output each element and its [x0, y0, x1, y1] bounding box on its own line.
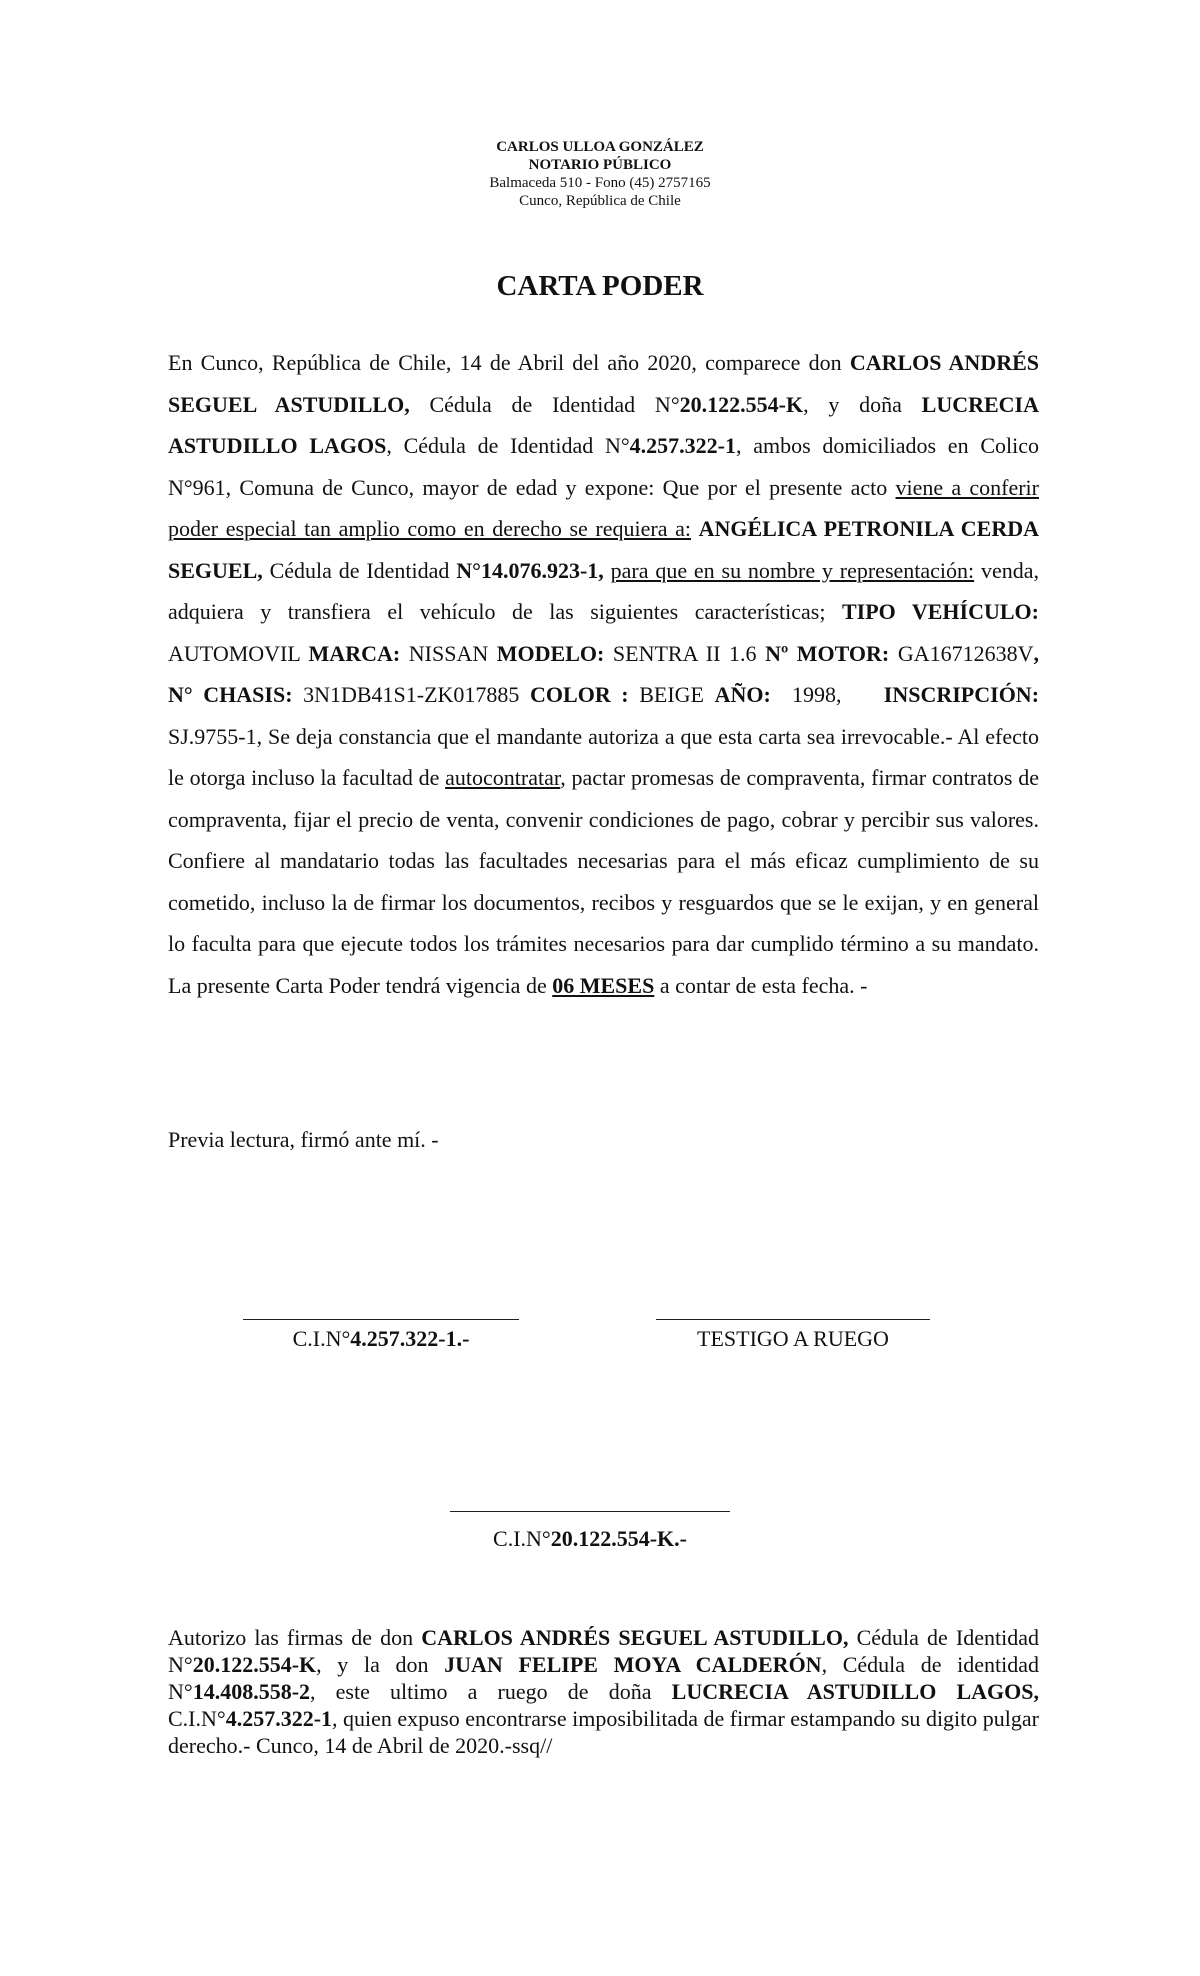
- underlined-term: autocontratar: [445, 765, 561, 790]
- signature-line-right: [656, 1319, 930, 1320]
- signer-name: LUCRECIA ASTUDILLO LAGOS,: [671, 1679, 1039, 1704]
- underlined-clause: para que en su nombre y representación:: [610, 557, 975, 583]
- co-principal-id: 4.257.322-1: [629, 433, 736, 458]
- notary-header: [0, 138, 1200, 210]
- id-prefix: C.I.N°: [493, 1526, 551, 1551]
- vehicle-chassis-value: 3N1DB41S1-ZK017885: [292, 682, 531, 707]
- vehicle-type-label: TIPO VEHÍCULO:: [841, 599, 1039, 624]
- vehicle-color-value: BEIGE: [628, 682, 715, 707]
- vehicle-chassis-label: , N° CHASIS:: [168, 640, 1039, 707]
- body-text: Cédula de Identidad: [262, 557, 457, 583]
- vehicle-year-label: AÑO:: [714, 682, 771, 707]
- signer-id: 4.257.322-1: [225, 1706, 333, 1731]
- agent-id: N°14.076.923-1,: [456, 557, 604, 583]
- underlined-clause: viene a conferir poder especial tan amplio como en derecho se requiera a:: [168, 474, 1039, 541]
- previa-lectura: Previa lectura, firmó ante mí. -: [168, 1127, 439, 1152]
- body-text: C.I.N°: [168, 1706, 226, 1731]
- body-text: , y la don: [316, 1652, 445, 1677]
- notary-address: Balmaceda 510 - Fono (45) 2757165: [489, 175, 711, 191]
- vehicle-year-value: 1998,: [770, 682, 884, 707]
- vehicle-engine-label: Nº MOTOR:: [765, 640, 890, 666]
- validity-period: 06 MESES: [552, 972, 655, 998]
- agent-name: ANGÉLICA PETRONILA CERDA SEGUEL,: [168, 516, 1040, 583]
- body-text: , Cédula de identidad N°: [168, 1652, 1039, 1704]
- signer-id: 20.122.554-K.-: [550, 1526, 687, 1551]
- principal-id: 20.122.554-K: [679, 391, 804, 417]
- notary-role: NOTARIO PÚBLICO: [528, 157, 672, 173]
- vehicle-registration-label: INSCRIPCIÓN:: [883, 682, 1040, 707]
- notary-name: CARLOS ULLOA GONZÁLEZ: [496, 139, 704, 155]
- principal-name: CARLOS ANDRÉS SEGUEL ASTUDILLO,: [168, 350, 1040, 417]
- signer-name: CARLOS ANDRÉS SEGUEL ASTUDILLO,: [421, 1625, 849, 1650]
- body-text: , quien expuso encontrarse imposibilitada de firmar estampando su digito pulgar derecho.- Cunco, 14 de Abril de 2020.-ssq//: [168, 1706, 1039, 1758]
- body-text: SJ.9755-1, Se deja constancia que el mandante autoriza a que esta carta sea irrevocable.- Al efecto le otorga incluso la facultad de: [168, 723, 1039, 790]
- authorization-paragraph: [168, 1624, 1039, 1759]
- body-text: , y doña: [803, 391, 922, 417]
- body-text: En Cunco, República de Chile, 14 de Abril del año 2020, comparece don: [168, 350, 850, 375]
- witness-id: 14.408.558-2: [192, 1679, 311, 1704]
- signer-id: 4.257.322-1.-: [350, 1326, 470, 1351]
- body-text: , Cédula de Identidad N°: [386, 433, 630, 458]
- vehicle-model-label: MODELO:: [496, 640, 605, 666]
- vehicle-brand-label: MARCA:: [308, 640, 401, 666]
- vehicle-brand-value: NISSAN: [400, 640, 497, 666]
- body-text: venda, adquiera y transfiera el vehículo de las siguientes características;: [168, 557, 1040, 624]
- notary-city: Cunco, República de Chile: [519, 193, 681, 209]
- notary-authorization: [168, 1624, 1039, 1759]
- body-text: Cédula de Identidad N°: [168, 1625, 1039, 1677]
- signature-label-center: [450, 1526, 730, 1552]
- body-paragraph: [168, 342, 1039, 1006]
- body-text: [691, 516, 699, 541]
- co-principal-name: LUCRECIA ASTUDILLO LAGOS: [168, 391, 1039, 458]
- body-text: Autorizo las firmas de don: [168, 1625, 422, 1650]
- id-prefix: C.I.N°: [292, 1326, 351, 1351]
- witness-name: JUAN FELIPE MOYA CALDERÓN: [444, 1652, 822, 1677]
- signature-line-left: [243, 1319, 519, 1320]
- body-text: Cédula de Identidad N°: [409, 391, 680, 417]
- body-text: , este ultimo a ruego de doña: [310, 1679, 672, 1704]
- body-text: , pactar promesas de compraventa, firmar contratos de compraventa, fijar el precio de venta, convenir condiciones de pago, cobrar y percibir sus valores. Confiere al mandatario todas las facultades necesarias para el más eficaz cumplimiento de su cometido, incluso la de firmar los documentos, recibos y resguardos que se le exijan, y en general lo faculta para que ejecute todos los trámites necesarios para dar cumplido término a su mandato. La presente Carta Poder tendrá vigencia de: [168, 765, 1039, 998]
- signer-id: 20.122.554-K: [192, 1652, 317, 1677]
- document-body: [168, 342, 1039, 1006]
- vehicle-color-label: COLOR :: [530, 682, 629, 707]
- signature-label-left: [243, 1326, 519, 1352]
- body-text: , ambos domiciliados en Colico N°961, Comuna de Cunco, mayor de edad y expone: Que por el presente acto: [168, 433, 1039, 500]
- body-text: a contar de esta fecha. -: [654, 972, 868, 998]
- vehicle-type-value: AUTOMOVIL: [168, 640, 309, 666]
- document-title: CARTA PODER: [496, 270, 704, 302]
- signature-label-right: TESTIGO A RUEGO: [697, 1326, 889, 1351]
- signature-line-center: [450, 1511, 730, 1512]
- body-text: [604, 558, 611, 583]
- vehicle-model-value: SENTRA II 1.6: [604, 640, 766, 666]
- vehicle-engine-value: GA16712638V: [889, 640, 1034, 666]
